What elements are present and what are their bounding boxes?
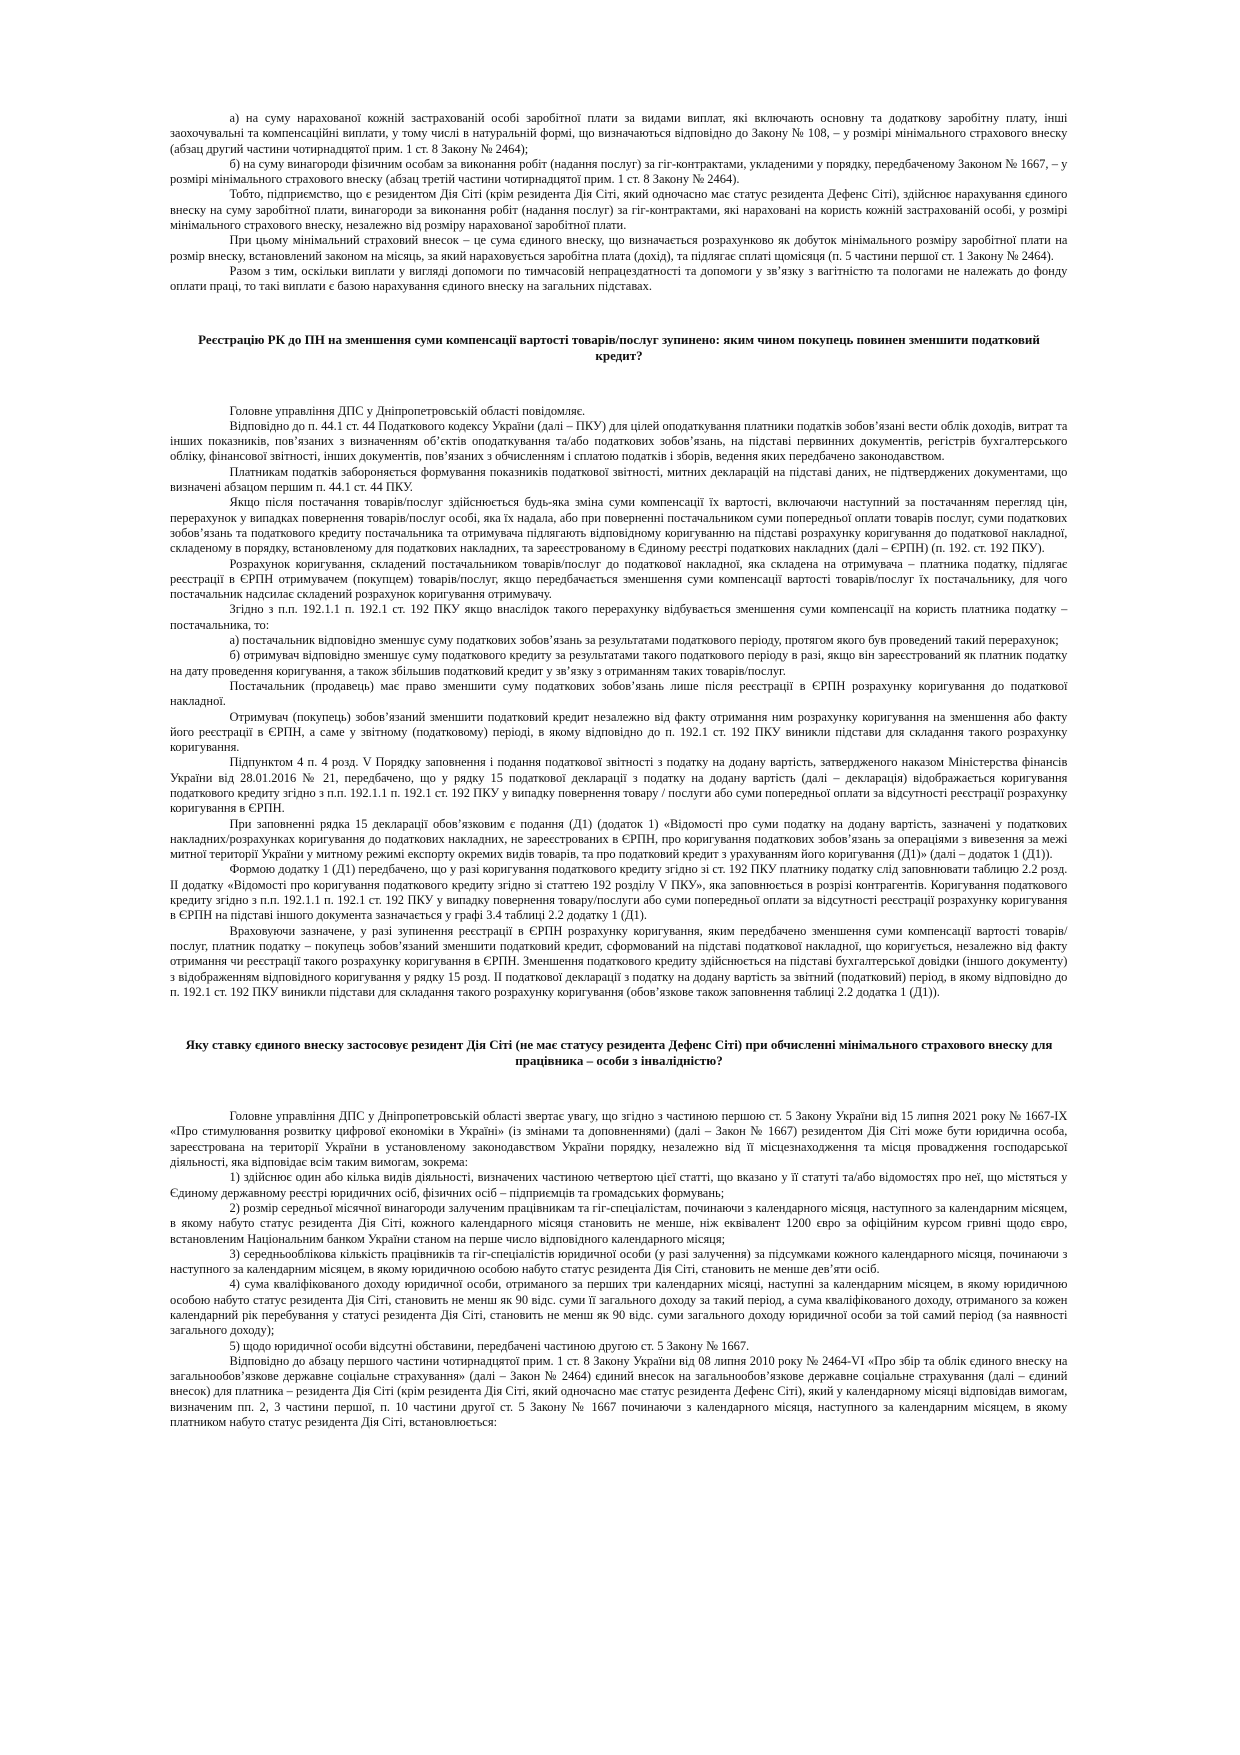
paragraph: Підпунктом 4 п. 4 розд. V Порядку заповнення і подання податкової звітності з податку на додану вартість, затвердженого наказом Міністерства фінансів України від 28.01.2016 № 21, передбачено, що у рядку 15 податкової декларації з податку на додану вартість (далі – декларація) відображається коригування податкового кредиту згідно з п.п. 192.1.1 п. 192.1 ст. 192 ПКУ у випадку повернення товару / послуги або суми попередньої оплати за відсутності реєстрації розрахунку коригування в ЄРПН. (170, 754, 1068, 816)
paragraph: Постачальник (продавець) має право зменшити суму податкових зобов’язань лише після реєстрації в ЄРПН розрахунку коригування до податкової накладної. (170, 677, 1068, 709)
paragraph: 1) здійснює один або кілька видів діяльності, визначених частиною четвертою цієї статті, що вказано у її статуті та/або відомостях про неї, що містяться у Єдиному державному реєстрі юридичних осіб, фізичних осіб – підприємців та громадських формувань; (170, 1169, 1068, 1200)
paragraph: Тобто, підприємство, що є резидентом Дія Сіті (крім резидента Дія Сіті, який одночасно має статус резидента Дефенс Сіті), здійснює нарахування єдиного внеску на суму заробітної плати, винагороди за виконання робіт (надання послуг) за гіг-контрактами, які нараховані на користь кожній застрахованій особі, у розмірі мінімального страхового внеску, незалежно від розміру нарахованої заробітної плати. (170, 186, 1068, 233)
paragraph: 5) щодо юридичної особи відсутні обставини, передбачені частиною другою ст. 5 Закону № 1667. (229, 1337, 750, 1353)
paragraph: Головне управління ДПС у Дніпропетровській області звертає увагу, що згідно з частиною першою ст. 5 Закону України від 15 липня 2021 року № 1667-IX «Про стимулювання розвитку цифрової економіки в Україні» (із змінами та доповненнями) (далі – Закон № 1667) резидентом Дія Сіті може бути юридична особа, зареєстрована на території України в установленому законодавством України порядку, незалежно від її місцезнаходження та місця провадження господарської діяльності, яка відповідає всім таким вимогам, зокрема: (170, 1108, 1068, 1170)
paragraph: Разом з тим, оскільки виплати у вигляді допомоги по тимчасовій непрацездатності та допомоги у зв’язку з вагітністю та пологами не належать до фонду оплати праці, то такі виплати є базою нарахування єдиного внеску на загальних підставах. (170, 262, 1068, 294)
paragraph: Отримувач (покупець) зобов’язаний зменшити податковий кредит незалежно від факту отримання ним розрахунку коригування на зменшення або факту його реєстрації в ЄРПН, а саме у звітному (податковому) періоді, в якому відповідно до п. 192.1 ст. 192 ПКУ виникли підстави для складання такого розрахунку коригування. (170, 708, 1068, 755)
section-heading: Реєстрацію РК до ПН на зменшення суми компенсації вартості товарів/послуг зупинено: яким чином покупець повинен зменшити податковий кредит? (198, 331, 1040, 363)
paragraph: 3) середньооблікова кількість працівників та гіг-спеціалістів юридичної особи (у разі залучення) за підсумками кожного календарного місяця, починаючи з наступного за календарним місяцем, в якому юридичною особою набуто статус резидента Дія Сіті, становить не менше дев’яти осіб. (170, 1245, 1068, 1277)
section-rk-registration (170, 332, 1068, 1000)
paragraph: б) отримувач відповідно зменшує суму податкового кредиту за результатами такого податкового періоду в разі, якщо він зареєстрований як платник податку на дату проведення коригування, а також збільшив податковий кредит у зв’язку з отриманням таких товарів/послуг. (170, 647, 1068, 678)
paragraph: а) на суму нарахованої кожній застрахованій особі заробітної плати за видами виплат, які включають основну та додаткову заробітну плату, інші заохочувальні та компенсаційні виплати, у тому числі в натуральній формі, що визначаються відповідно до Закону № 108, – у розмірі мінімального страхового внеску (абзац другий частини чотирнадцятої прим. 1 ст. 8 Закону № 2464); (170, 110, 1068, 156)
paragraph: Згідно з п.п. 192.1.1 п. 192.1 ст. 192 ПКУ якщо внаслідок такого перерахунку відбувається зменшення суми компенсації на користь платника податку – постачальника, то: (170, 601, 1068, 632)
section-min-contribution-continued (170, 110, 1068, 294)
heading-spacer (170, 364, 1068, 403)
paragraph: б) на суму винагороди фізичним особам за виконання робіт (надання послуг) за гіг-контрактами, укладеними у порядку, передбаченому Законом № 1667, – у розмірі мінімального страхового внеску (абзац третій частини чотирнадцятої прим. 1 ст. 8 Закону № 2464). (170, 155, 1068, 187)
paragraph: а) постачальник відповідно зменшує суму податкових зобов’язань за результатами податкового періоду, протягом якого був проведений такий перерахунок; (229, 632, 1059, 648)
paragraph: Відповідно до абзацу першого частини чотирнадцятої прим. 1 ст. 8 Закону України від 08 липня 2010 року № 2464-VI «Про збір та облік єдиного внеску на загальнообов’язкове державне соціальне страхування» (далі – Закон № 2464) єдиний внесок на загальнообов’язкове державне соціальне страхування (далі – єдиний внесок) для платника – резидента Дія Сіті (крім резидента Дія Сіті, який одночасно має статус резидента Дефенс Сіті), який у календарному місяці відповідав вимогам, визначеним пп. 2, 3 частини першої, п. 10 частини другої ст. 5 Закону № 1667 починаючи з календарного місяця, наступного за календарним місяцем, в якому платником набуто статус резидента Дія Сіті, встановлюється: (170, 1352, 1068, 1430)
document-page (170, 110, 1068, 1429)
heading-spacer (170, 1069, 1068, 1108)
paragraph: Формою додатку 1 (Д1) передбачено, що у разі коригування податкового кредиту згідно зі ст. 192 ПКУ платнику податку слід заповнювати таблицю 2.2 розд. II додатку «Відомості про коригування податкового кредиту згідно зі статтею 192 розділу V ПКУ», яка заповнюється в розрізі контрагентів. Коригування податкового кредиту згідно з п.п. 192.1.1 п. 192.1 ст. 192 ПКУ у випадку повернення товару/послуги або суми попередньої оплати за відсутності реєстрації розрахунку коригування в ЄРПН на підставі іншого документа зазначається у графі 3.4 таблиці 2.2 додатку 1 (Д1). (170, 861, 1068, 923)
paragraph: Відповідно до п. 44.1 ст. 44 Податкового кодексу України (далі – ПКУ) для цілей оподаткування платники податків зобов’язані вести облік доходів, витрат та інших показників, пов’язаних з визначенням об’єктів оподаткування та/або податкових зобов’язань, на підставі первинних документів, регістрів бухгалтерського обліку, фінансової звітності, інших документів, пов’язаних з обчисленням і сплатою податків і зборів, ведення яких передбачено законодавством. (170, 417, 1068, 464)
section-spacer (170, 294, 1068, 332)
paragraph: 4) сума кваліфікованого доходу юридичної особи, отриманого за перших три календарних місяці, наступні за календарним місяцем, в якому юридичною особою набуто статус резидента Дія Сіті, становить не менш як 90 відс. суми її загального доходу за такий період, а сума кваліфікованого доходу, отриманого за кожен календарний рік перебування у статусі резидента Дія Сіті, становить не менш як 90 відс. суми загального доходу юридичної особи за той самий період (за наявності загального доходу); (170, 1276, 1068, 1338)
paragraph: Якщо після постачання товарів/послуг здійснюється будь-яка зміна суми компенсації їх вартості, включаючи наступний за постачанням перегляд цін, перерахунок у випадках повернення товарів/послуг особі, яка їх надала, або при поверненні постачальником суми попередньої оплати товарів послуг, суми податкових зобов’язань та податкового кредиту постачальника та отримувача підлягають відповідному коригуванню на підставі розрахунку коригування до податкової накладної, складеному в порядку, встановленому для податкових накладних, та зареєстрованому в Єдиному реєстрі податкових накладних (далі – ЄРПН) (п. 192. ст. 192 ПКУ). (170, 494, 1068, 556)
section-diia-city-rate (170, 1037, 1068, 1429)
paragraph: Враховуючи зазначене, у разі зупинення реєстрації в ЄРПН розрахунку коригування, яким передбачено зменшення суми компенсації вартості товарів/послуг, платник податку – покупець зобов’язаний зменшити податковий кредит, сформований на підставі податкової накладної, що коригується, незалежно від факту отримання чи реєстрації такого розрахунку коригування в ЄРПН. Зменшення податкового кредиту здійснюється на підставі бухгалтерської довідки (іншого документу) з відображенням відповідного коригування у рядку 15 розд. II податкової декларації з податку на додану вартість за звітний (податковий) період, в якому відповідно до п. 192.1 ст. 192 ПКУ виникли підстави для складання такого розрахунку коригування (обов’язкове також заповнення таблиці 2.2 додатка 1 (Д1)). (170, 922, 1068, 999)
paragraph: Головне управління ДПС у Дніпропетровській області повідомляє. (229, 402, 586, 418)
section-heading: Яку ставку єдиного внеску застосовує резидент Дія Сіті (не має статусу резидента Дефенс Сіті) при обчисленні мінімального страхового внеску для працівника – особи з інвалідністю? (185, 1037, 1053, 1069)
section-spacer (170, 999, 1068, 1037)
paragraph: Розрахунок коригування, складений постачальником товарів/послуг до податкової накладної, яка складена на отримувача – платника податку, підлягає реєстрації в ЄРПН отримувачем (покупцем) товарів/послуг, якщо передбачається зменшення суми компенсації вартості товарів/послуг їх постачальнику, для чого постачальник надсилає складений розрахунок коригування отримувачу. (170, 555, 1068, 602)
paragraph: При заповненні рядка 15 декларації обов’язковим є подання (Д1) (додаток 1) «Відомості про суми податку на додану вартість, зазначені у податкових накладних/розрахунках коригування до податкових накладних, не зареєстрованих в ЄРПН, про коригування податкових зобов’язань за операціями з вивезення за межі митної території України у митному режимі експорту окремих видів товарів, та про податковий кредит з урахуванням його коригування (Д1)» (далі – додаток 1 (Д1)). (170, 815, 1068, 862)
paragraph: При цьому мінімальний страховий внесок – це сума єдиного внеску, що визначається розрахунково як добуток мінімального розміру заробітної плати на розмір внеску, встановлений законом на місяць, за який нараховується заробітна плата (дохід), та підлягає сплаті щомісяця (п. 5 частини першої ст. 1 Закону № 2464). (170, 232, 1068, 263)
paragraph: 2) розмір середньої місячної винагороди залученим працівникам та гіг-спеціалістам, починаючи з календарного місяця, наступного за календарним місяцем, в якому набуто статус резидента Дія Сіті, кожного календарного місяця становить не менше, ніж еквівалент 1200 євро за офіційним курсом гривні щодо євро, встановленим Національним банком України станом на перше число відповідного календарного місяця; (170, 1199, 1068, 1246)
paragraph: Платникам податків забороняється формування показників податкової звітності, митних декларацій на підставі даних, не підтверджених документами, що визначені абзацом першим п. 44.1 ст. 44 ПКУ. (170, 463, 1068, 495)
